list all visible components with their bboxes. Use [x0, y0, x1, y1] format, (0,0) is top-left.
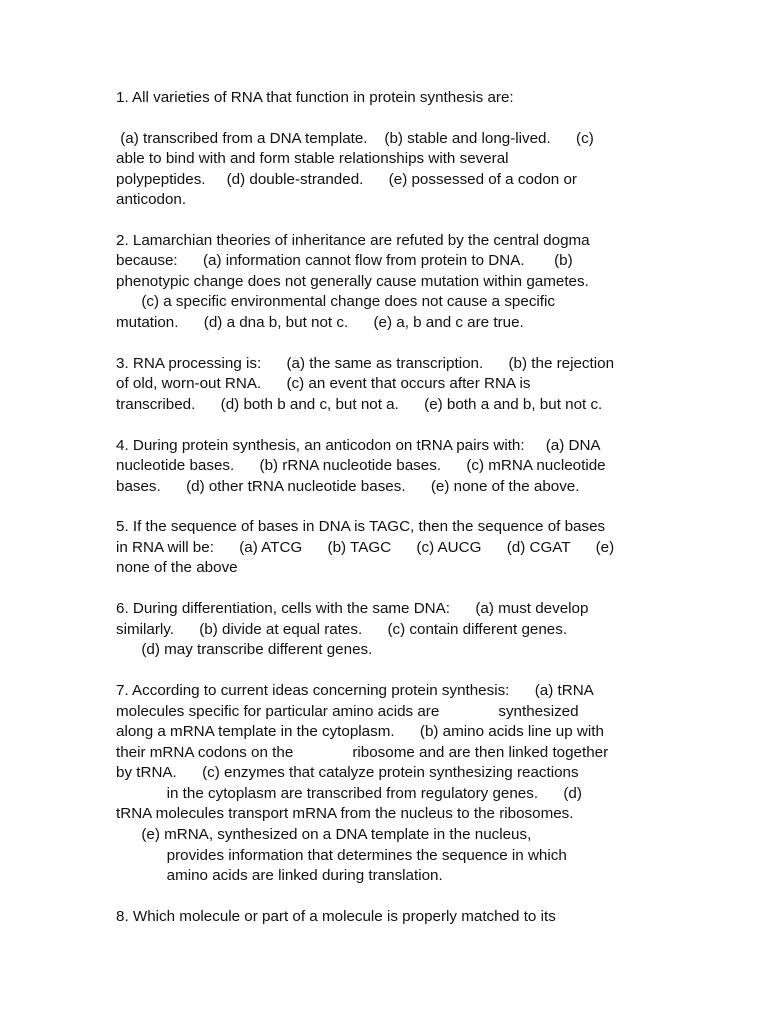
q5-line-2: in RNA will be: (a) ATCG (b) TAGC (c) AUCG (d) CGAT (e) — [116, 539, 615, 556]
q2-line-3: phenotypic change does not generally cause mutation within gametes. — [116, 273, 589, 290]
q1-line-1: 1. All varieties of RNA that function in protein synthesis are: — [116, 89, 514, 106]
q1-line-2: (a) transcribed from a DNA template. (b) stable and long-lived. (c) — [116, 130, 594, 147]
q5-line-1: 5. If the sequence of bases in DNA is TAGC, then the sequence of bases — [116, 518, 606, 535]
q7-line-10: amino acids are linked during translation. — [116, 867, 443, 884]
q3-line-2: of old, worn-out RNA. (c) an event that occurs after RNA is — [116, 375, 531, 392]
q5-line-3: none of the above — [116, 559, 238, 576]
q6-line-1: 6. During differentiation, cells with the same DNA: (a) must develop — [116, 600, 589, 617]
q4-line-1: 4. During protein synthesis, an anticodon on tRNA pairs with: (a) DNA — [116, 437, 601, 454]
q2-line-5: mutation. (d) a dna b, but not c. (e) a, b and c are true. — [116, 314, 524, 331]
q7-line-8: (e) mRNA, synthesized on a DNA template in the nucleus, — [116, 826, 532, 843]
q6-line-3: (d) may transcribe different genes. — [116, 641, 373, 658]
q8-line-1: 8. Which molecule or part of a molecule is properly matched to its — [116, 908, 556, 925]
q7-line-9: provides information that determines the sequence in which — [116, 847, 567, 864]
q7-line-7: tRNA molecules transport mRNA from the nucleus to the ribosomes. — [116, 805, 574, 822]
q1-line-5: anticodon. — [116, 191, 187, 208]
q7-line-1: 7. According to current ideas concerning protein synthesis: (a) tRNA — [116, 682, 594, 699]
q2-line-1: 2. Lamarchian theories of inheritance are refuted by the central dogma — [116, 232, 590, 249]
q1-line-4: polypeptides. (d) double-stranded. (e) possessed of a codon or — [116, 171, 577, 188]
q7-line-2: molecules specific for particular amino acids are synthesized — [116, 703, 579, 720]
q6-line-2: similarly. (b) divide at equal rates. (c) contain different genes. — [116, 621, 568, 638]
q3-line-1: 3. RNA processing is: (a) the same as transcription. (b) the rejection — [116, 355, 615, 372]
q2-line-4: (c) a specific environmental change does not cause a specific — [116, 293, 555, 310]
q7-line-5: by tRNA. (c) enzymes that catalyze protein synthesizing reactions — [116, 764, 579, 781]
q2-line-2: because: (a) information cannot flow from protein to DNA. (b) — [116, 252, 573, 269]
q4-line-3: bases. (d) other tRNA nucleotide bases. (e) none of the above. — [116, 478, 580, 495]
q7-line-3: along a mRNA template in the cytoplasm. (b) amino acids line up with — [116, 723, 604, 740]
q1-line-3: able to bind with and form stable relationships with several — [116, 150, 509, 167]
q4-line-2: nucleotide bases. (b) rRNA nucleotide bases. (c) mRNA nucleotide — [116, 457, 606, 474]
q7-line-4: their mRNA codons on the ribosome and are then linked together — [116, 744, 609, 761]
q7-line-6: in the cytoplasm are transcribed from regulatory genes. (d) — [116, 785, 582, 802]
q3-line-3: transcribed. (d) both b and c, but not a. (e) both a and b, but not c. — [116, 396, 603, 413]
